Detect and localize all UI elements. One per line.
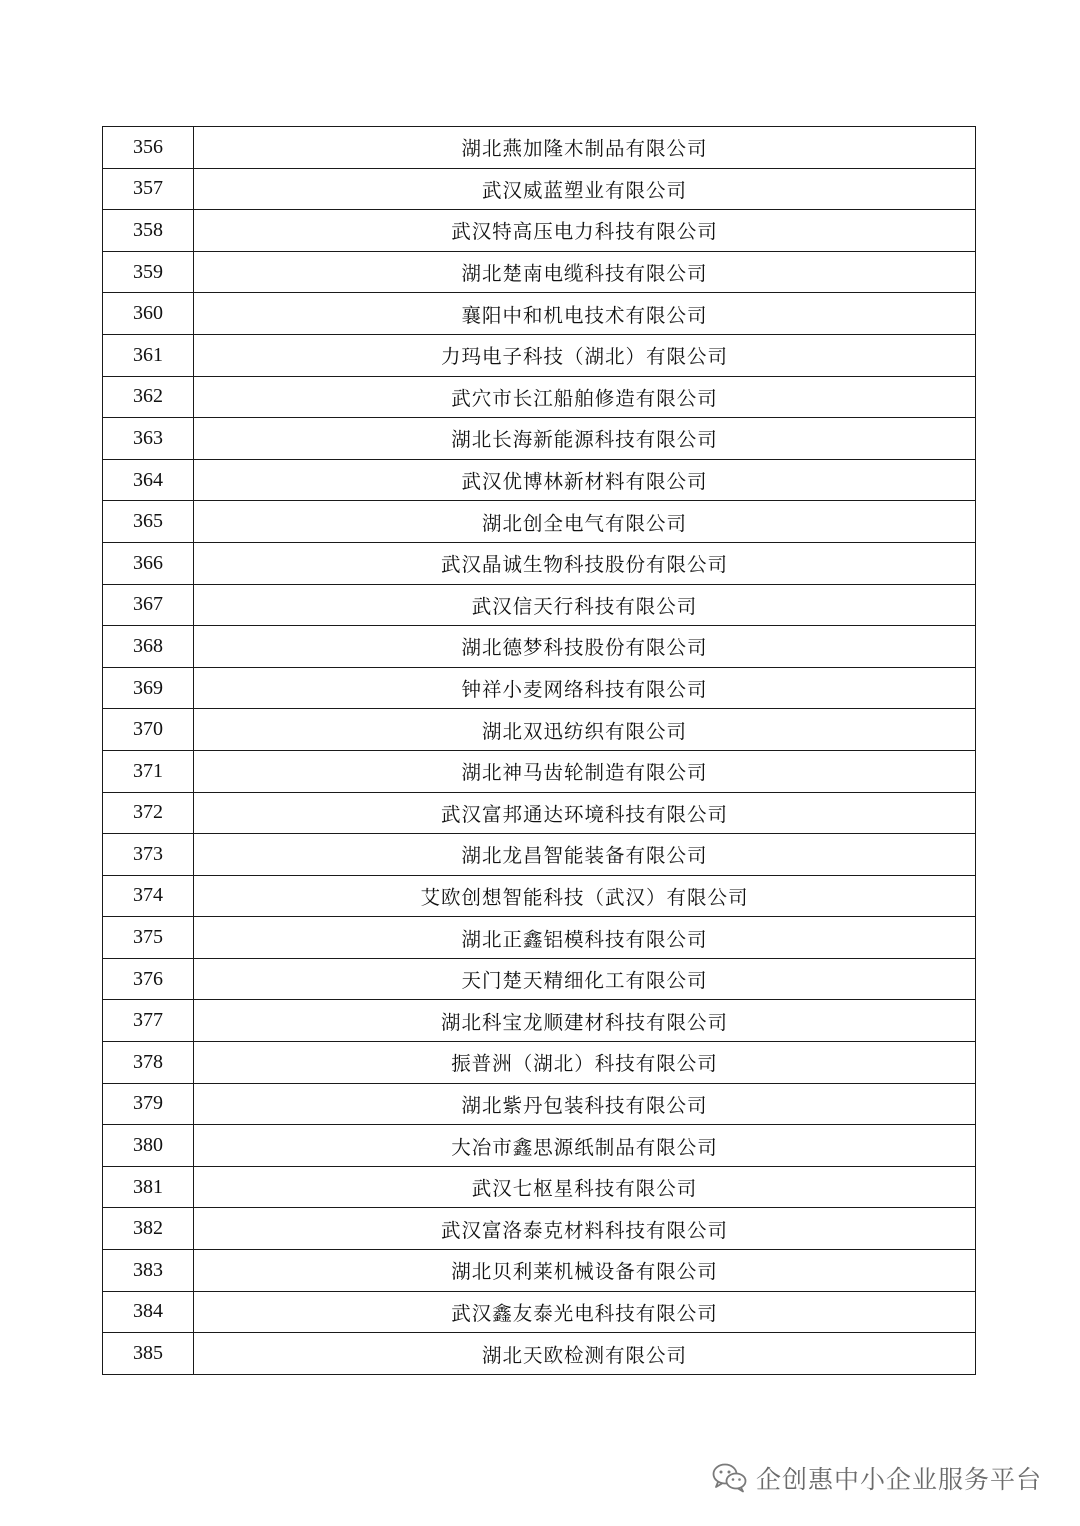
row-number: 380 (103, 1125, 194, 1167)
company-name: 大冶市鑫思源纸制品有限公司 (194, 1125, 976, 1167)
row-number: 365 (103, 501, 194, 543)
company-name: 湖北科宝龙顺建材科技有限公司 (194, 1000, 976, 1042)
row-number: 382 (103, 1208, 194, 1250)
table-row (103, 709, 976, 751)
company-name: 湖北神马齿轮制造有限公司 (194, 750, 976, 792)
company-name: 湖北龙昌智能装备有限公司 (194, 834, 976, 876)
table-row (103, 1333, 976, 1375)
company-name: 武穴市长江船舶修造有限公司 (194, 376, 976, 418)
row-number: 369 (103, 667, 194, 709)
row-number: 358 (103, 210, 194, 252)
watermark (712, 1460, 1042, 1496)
company-list-table (102, 126, 976, 1375)
table-row (103, 1125, 976, 1167)
row-number: 385 (103, 1333, 194, 1375)
table-row (103, 127, 976, 169)
table-row (103, 168, 976, 210)
company-name: 武汉晶诚生物科技股份有限公司 (194, 542, 976, 584)
table-row (103, 1166, 976, 1208)
company-name: 湖北长海新能源科技有限公司 (194, 418, 976, 460)
row-number: 363 (103, 418, 194, 460)
table-row (103, 210, 976, 252)
company-name: 湖北紫丹包装科技有限公司 (194, 1083, 976, 1125)
row-number: 371 (103, 750, 194, 792)
company-name: 武汉富邦通达环境科技有限公司 (194, 792, 976, 834)
table-row (103, 958, 976, 1000)
row-number: 381 (103, 1166, 194, 1208)
company-name: 钟祥小麦网络科技有限公司 (194, 667, 976, 709)
table-row (103, 1291, 976, 1333)
table-row (103, 334, 976, 376)
table-row (103, 459, 976, 501)
table-row (103, 418, 976, 460)
row-number: 379 (103, 1083, 194, 1125)
wechat-icon (712, 1463, 748, 1493)
row-number: 378 (103, 1042, 194, 1084)
row-number: 357 (103, 168, 194, 210)
table-row (103, 792, 976, 834)
table-row (103, 1042, 976, 1084)
table-row (103, 1250, 976, 1292)
table-row (103, 875, 976, 917)
row-number: 377 (103, 1000, 194, 1042)
company-name: 力玛电子科技（湖北）有限公司 (194, 334, 976, 376)
table-row (103, 1000, 976, 1042)
company-name: 襄阳中和机电技术有限公司 (194, 293, 976, 335)
row-number: 356 (103, 127, 194, 169)
company-name: 武汉鑫友泰光电科技有限公司 (194, 1291, 976, 1333)
company-name: 艾欧创想智能科技（武汉）有限公司 (194, 875, 976, 917)
row-number: 366 (103, 542, 194, 584)
company-name: 湖北楚南电缆科技有限公司 (194, 251, 976, 293)
company-list-body (103, 127, 976, 1375)
table-row (103, 1083, 976, 1125)
company-name: 湖北燕加隆木制品有限公司 (194, 127, 976, 169)
company-name: 湖北正鑫铝模科技有限公司 (194, 917, 976, 959)
table-row (103, 542, 976, 584)
row-number: 384 (103, 1291, 194, 1333)
row-number: 375 (103, 917, 194, 959)
row-number: 374 (103, 875, 194, 917)
company-name: 湖北贝利莱机械设备有限公司 (194, 1250, 976, 1292)
row-number: 373 (103, 834, 194, 876)
table-row (103, 667, 976, 709)
row-number: 372 (103, 792, 194, 834)
row-number: 362 (103, 376, 194, 418)
table-row (103, 293, 976, 335)
table-row (103, 376, 976, 418)
company-name: 武汉七枢星科技有限公司 (194, 1166, 976, 1208)
row-number: 361 (103, 334, 194, 376)
row-number: 376 (103, 958, 194, 1000)
table-row (103, 626, 976, 668)
table-row (103, 917, 976, 959)
row-number: 368 (103, 626, 194, 668)
company-name: 武汉优博林新材料有限公司 (194, 459, 976, 501)
company-name: 湖北创全电气有限公司 (194, 501, 976, 543)
row-number: 359 (103, 251, 194, 293)
company-name: 湖北天欧检测有限公司 (194, 1333, 976, 1375)
company-name: 武汉威蓝塑业有限公司 (194, 168, 976, 210)
company-name: 武汉特高压电力科技有限公司 (194, 210, 976, 252)
company-name: 振普洲（湖北）科技有限公司 (194, 1042, 976, 1084)
watermark-text: 企创惠中小企业服务平台 (755, 1465, 1042, 1494)
table-row (103, 501, 976, 543)
row-number: 364 (103, 459, 194, 501)
company-name: 湖北德梦科技股份有限公司 (194, 626, 976, 668)
table-row (103, 1208, 976, 1250)
row-number: 367 (103, 584, 194, 626)
company-name: 天门楚天精细化工有限公司 (194, 958, 976, 1000)
table-row (103, 834, 976, 876)
company-name: 湖北双迅纺织有限公司 (194, 709, 976, 751)
row-number: 370 (103, 709, 194, 751)
table-row (103, 750, 976, 792)
table-row (103, 251, 976, 293)
row-number: 383 (103, 1250, 194, 1292)
company-name: 武汉信天行科技有限公司 (194, 584, 976, 626)
company-name: 武汉富洛泰克材料科技有限公司 (194, 1208, 976, 1250)
row-number: 360 (103, 293, 194, 335)
table-row (103, 584, 976, 626)
